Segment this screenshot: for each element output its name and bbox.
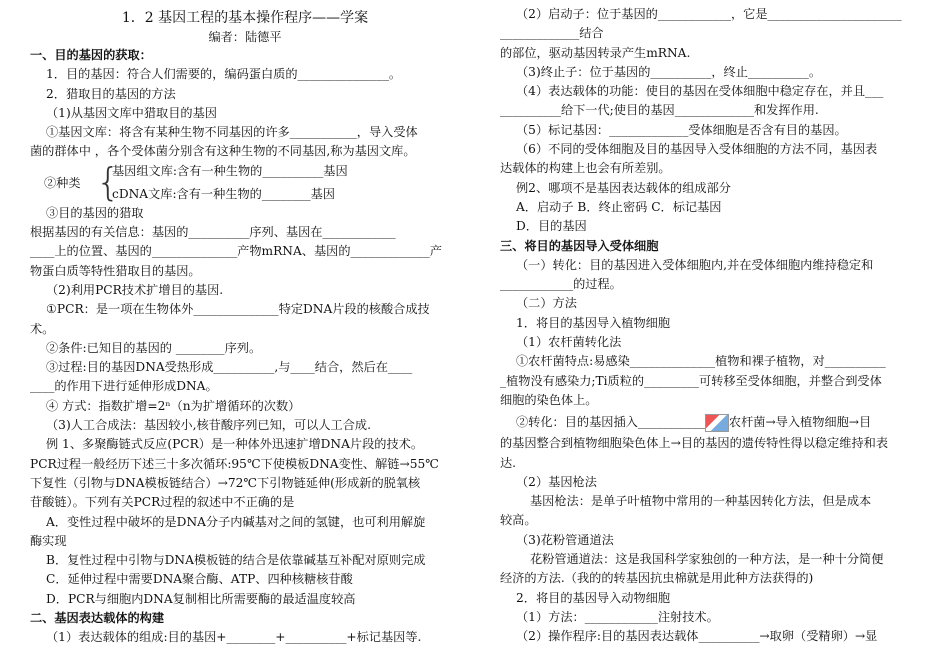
text-line: 例 1、多聚酶链式反应(PCR）是一种体外迅速扩增DNA片段的技术。	[46, 437, 424, 452]
types-label: ②种类	[44, 175, 81, 190]
text-line: ①农杆菌特点:易感染______________植物和裸子植物，对__________	[516, 354, 886, 369]
text-line: _植物没有感染力;Ti质粒的_________可转移至受体细胞，并整合到受体	[500, 373, 882, 388]
text-line: ④ 方式：指数扩增=2ⁿ（n为扩增循环的次数）	[46, 398, 301, 413]
text-line: ____的作用下进行延伸形成DNA。	[30, 379, 218, 394]
text-line: D．PCR与细胞内DNA复制相比所需要酶的最适温度较高	[46, 591, 356, 606]
text-line: ①基因文库：将含有某种生物不同基因的许多___________，导入受体	[46, 125, 418, 140]
text-line: 达.	[500, 455, 517, 470]
text-line: （1）方法：____________注射技术。	[516, 609, 719, 624]
text-line: A．变性过程中破坏的是DNA分子内碱基对之间的氢键，也可利用解旋	[46, 514, 426, 529]
text-line: 物蛋白质等特性猎取目的基因。	[30, 263, 201, 278]
text-line: （2）操作程序:目的基因表达载体__________→取卵（受精卵）→显	[516, 629, 878, 644]
text-line: A．启动子 B．终止密码 C．标记基因	[516, 199, 722, 214]
text-line: 的基因整合到植物细胞染色体上→目的基因的遗传特性得以稳定维持和表	[500, 436, 889, 451]
text-line: （5）标记基因：_____________受体细胞是否含有目的基因。	[516, 122, 847, 137]
text-line: 花粉管通道法：这是我国科学家独创的一种方法，是一种十分简便	[530, 552, 884, 567]
text-line: B．复性过程中引物与DNA模板链的结合是依靠碱基互补配对原则完成	[46, 553, 426, 568]
genome-library-line: 基因组文库:含有一种生物的__________基因	[112, 163, 348, 178]
transform-before: ②转化：目的基因插入	[516, 415, 638, 430]
section-heading: 二、基因表达载体的构建	[30, 611, 165, 626]
broken-image-icon	[705, 414, 729, 432]
text-line: PCR过程一般经历下述三十多次循环:95℃下使模板DNA变性、解链→55℃	[30, 456, 439, 471]
transform-after: 农杆菌→导入植物细胞→目	[728, 415, 872, 430]
text-line: 根据基因的有关信息：基因的__________序列、基因在____________	[30, 225, 396, 240]
text-line: 基因枪法：是单子叶植物中常用的一种基因转化方法，但是成本	[530, 494, 872, 509]
text-line: （1）表达载体的组成:目的基因+________+__________+标记基因等.	[46, 630, 422, 645]
text-line: ____上的位置、基因的______________产物mRNA、基因的_____________产	[30, 244, 442, 259]
author-line: 编者：陆德平	[208, 30, 282, 44]
text-line: ③目的基因的猎取	[46, 205, 144, 220]
text-line: （2)利用PCR技术扩增目的基因.	[46, 282, 224, 297]
text-line: 术。	[30, 321, 55, 336]
text-line: 2．猎取目的基因的方法	[46, 86, 176, 101]
text-line: 1．目的基因：符合人们需要的，编码蛋白质的_______________。	[46, 67, 402, 82]
text-line: 1．将目的基因导入植物细胞	[516, 315, 671, 330]
left-text-block-2	[30, 204, 460, 648]
text-line: _____________结合	[500, 26, 604, 41]
text-line: C．延伸过程中需要DNA聚合酶、ATP、四种核糖核苷酸	[46, 572, 353, 587]
cdna-library-line: cDNA文库:含有一种生物的________基因	[112, 186, 335, 201]
brace-icon: {	[96, 159, 121, 204]
section-heading: 三、将目的基因导入受体细胞	[500, 238, 659, 253]
text-line: （二）方法	[516, 296, 577, 311]
text-line: （1)从基因文库中猎取目的基因	[46, 105, 217, 120]
text-line: 下复性（引物与DNA模板链结合）→72℃下引物链延伸(形成新的脱氧核	[30, 475, 421, 490]
text-line: （2）启动子：位于基因的____________，它是______________________	[516, 7, 902, 21]
text-line: D．目的基因	[516, 219, 587, 234]
page-title: 1．2 基因工程的基本操作程序——学案	[121, 10, 369, 26]
text-line: （一）转化：目的基因进入受体细胞内,并在受体细胞内维持稳定和	[516, 257, 874, 272]
right-text-block-2	[500, 434, 920, 646]
right-text-block-1	[500, 5, 920, 410]
text-line: （3)人工合成法：基因较小,核苷酸序列已知，可以人工合成.	[46, 418, 371, 433]
text-line: 经济的方法.（我的的转基因抗虫棉就是用此种方法获得的)	[500, 571, 814, 586]
text-line: 达载体的构建上也会有所差别。	[500, 161, 671, 176]
text-line: 2．将目的基因导入动物细胞	[516, 590, 671, 605]
text-line: （3)终止子：位于基因的__________，终止__________。	[516, 64, 822, 79]
text-line: 的部位，驱动基因转录产生mRNA.	[500, 45, 691, 60]
transform-line	[500, 410, 920, 434]
text-line: ____________的过程。	[500, 277, 622, 292]
text-line: 酶实现	[30, 533, 67, 548]
text-line: 菌的群体中 ，各个受体菌分别含有这种生物的不同基因,称为基因文库。	[30, 144, 416, 159]
section-heading: 一、目的基因的获取：	[30, 48, 152, 62]
text-line: ②条件:已知目的基因的 ________序列。	[46, 340, 262, 355]
text-line: 细胞的染色体上。	[500, 392, 598, 407]
text-line: ①PCR：是一项在生物体外______________特定DNA片段的核酸合成技	[46, 302, 430, 317]
right-column	[500, 0, 920, 647]
text-line: （2）基因枪法	[516, 474, 597, 489]
text-line: 苷酸链）。下列有关PCR过程的叙述中不正确的是	[30, 495, 295, 510]
text-line: ③过程:目的基因DNA受热形成__________,与____结合，然后在____	[46, 360, 413, 375]
text-line: （6）不同的受体细胞及目的基因导入受体细胞的方法不同，基因表	[516, 142, 878, 157]
transform-blank: ___________	[637, 415, 705, 430]
text-line: 例2、哪项不是基因表达载体的组成部分	[516, 180, 731, 195]
text-line: （3)花粉管通道法	[516, 532, 614, 547]
text-line: （1）农杆菌转化法	[516, 335, 622, 350]
text-line: （4）表达载体的功能：使目的基因在受体细胞中稳定存在，并且___	[516, 84, 884, 99]
text-line: 较高。	[500, 513, 537, 528]
left-text-block-1	[30, 46, 460, 162]
text-line: __________给下一代;使目的基因_____________和发挥作用.	[500, 103, 819, 118]
library-types-brace	[30, 159, 460, 204]
left-column	[30, 0, 460, 648]
